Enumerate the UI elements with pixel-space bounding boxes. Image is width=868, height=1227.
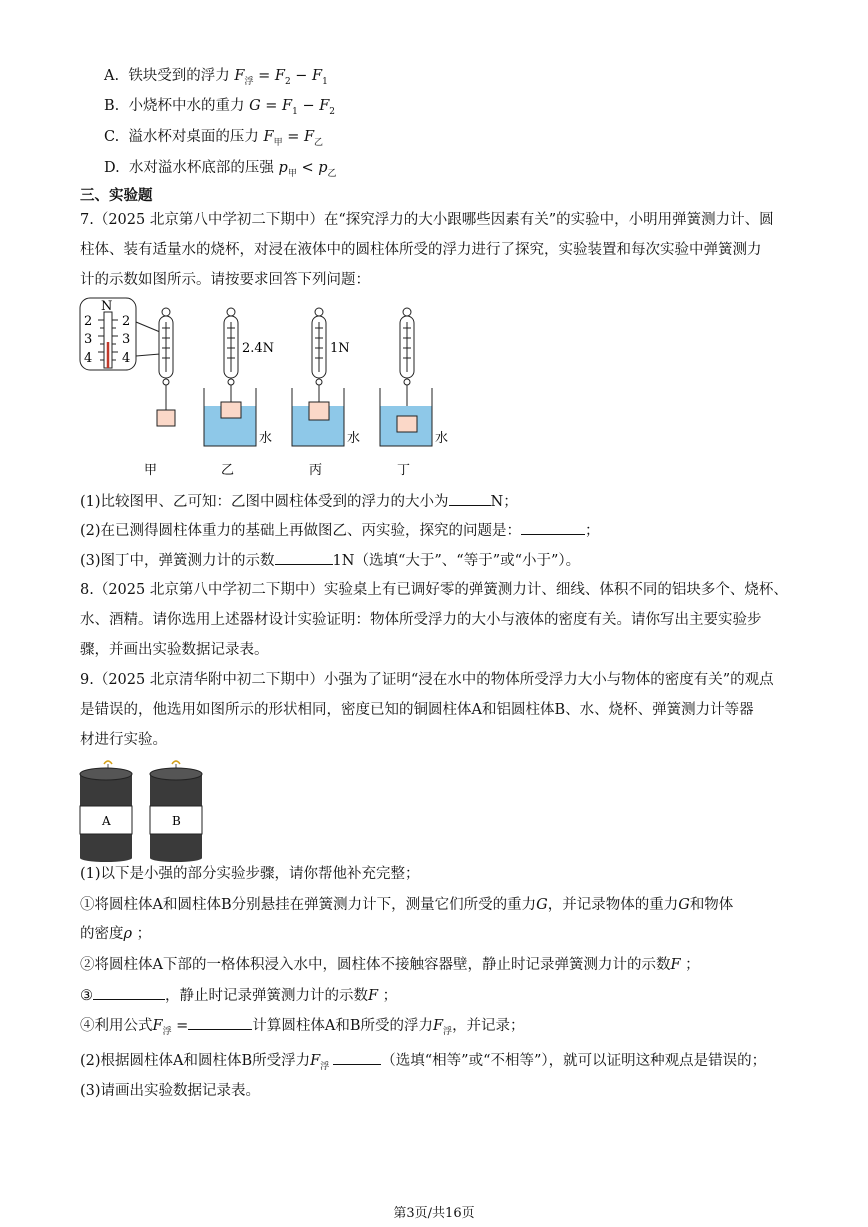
q9-step3: [80, 985, 397, 1006]
q9-step4-sub: 浮: [162, 1026, 172, 1037]
q9-sub2-text: (2)根据圆柱体A和圆柱体B所受浮力: [80, 1053, 311, 1069]
q9-sub2-f: F: [310, 1053, 321, 1069]
caption-ding: 丁: [397, 463, 411, 478]
q9-step1-cont: [80, 924, 151, 944]
option-a-rhs-sub1: 2: [284, 76, 291, 87]
q7-sub3-blank[interactable]: [275, 550, 333, 565]
option-d-sub: 甲: [287, 168, 297, 179]
option-a-formula: F: [234, 68, 245, 84]
cylinder-a-label: A: [102, 814, 111, 828]
q8-line2: 水、酒精。请你选用上述器材设计实验证明：物体所受浮力的大小与液体的密度有关。请你写出主要实验步: [80, 612, 762, 628]
q9-step2-text: ②将圆柱体A下部的一格体积浸入水中，圆柱体不接触容器壁，静止时记录弹簧测力计的示数: [80, 957, 671, 973]
q7-sub1-blank[interactable]: [449, 491, 491, 506]
cylinder-b: [150, 761, 202, 862]
spring-scale-bing: [292, 308, 360, 446]
q7-sub2-text: (2)在已测得圆柱体重力的基础上再做图乙、丙实验，探究的问题是：: [80, 523, 522, 539]
q7-line1: 7.（2025 北京第八中学初二下期中）在“探究浮力的大小跟哪些因素有关”的实验中，小明用弹簧测力计、圆: [80, 212, 774, 228]
option-a-label: A.: [104, 68, 120, 84]
q9-step2-f: F: [670, 957, 681, 973]
q9-step3-blank[interactable]: [93, 985, 165, 1000]
option-b-formula: G: [249, 98, 261, 114]
scale-right-3: 3: [122, 332, 131, 347]
q9-sub1: (1)以下是小强的部分实验步骤，请你帮他补充完整；: [80, 866, 420, 882]
q9-step4-mid: 计算圆柱体A和B所受的浮力: [252, 1018, 433, 1034]
q7-line3: 计的示数如图所示。请按要求回答下列问题：: [80, 272, 370, 288]
scale-unit-label: N: [101, 299, 113, 314]
q9-step4-f: F: [152, 1018, 163, 1034]
option-b-text: 小烧杯中水的重力: [128, 98, 250, 114]
option-c: [104, 127, 323, 153]
option-d-label: D.: [104, 160, 120, 176]
q9-step3-end: ；: [382, 988, 398, 1004]
q9-sub2-blank[interactable]: [333, 1050, 381, 1065]
q9-step2-end: ；: [685, 957, 700, 973]
q7-sub1-tail: N；: [490, 494, 518, 510]
option-c-rhs-sub: 乙: [314, 137, 324, 148]
q9-line2: 是错误的，他选用如图所示的形状相同，密度已知的铜圆柱体A和铝圆柱体B、水、烧杯、弹簧测力计等器: [80, 702, 754, 718]
reading-yi: 2.4N: [242, 341, 275, 356]
caption-yi: 乙: [221, 463, 235, 478]
q9-step1-mid: ，并记录物体的重力: [547, 897, 679, 913]
q7-sub3-text: (3)图丁中，弹簧测力计的示数: [80, 553, 275, 569]
option-b-minus: − F: [297, 98, 330, 114]
q9-step1-rho: ρ: [123, 926, 133, 942]
option-d-formula: p: [278, 160, 288, 176]
scale-left-3: 3: [84, 332, 93, 347]
scale-right-4: 4: [122, 351, 131, 366]
scale-left-2: 2: [84, 314, 93, 329]
q9-step1: [80, 895, 733, 915]
option-a-sub: 浮: [244, 76, 254, 87]
water-label-yi: 水: [259, 431, 273, 446]
q9-step1-density: 的密度: [80, 926, 124, 942]
option-d: [104, 158, 337, 184]
q9-sub2: [80, 1050, 766, 1077]
option-c-formula: F: [263, 129, 274, 145]
scale-left-4: 4: [84, 351, 93, 366]
cylinder-b-label: B: [172, 814, 181, 828]
option-d-rhs-sub: 乙: [327, 168, 337, 179]
q9-step1-g2: G: [678, 897, 690, 913]
q9-step2: [80, 955, 700, 975]
q7-sub2: [80, 520, 600, 541]
caption-bing: 丙: [309, 463, 323, 478]
q9-line3: 材进行实验。: [80, 732, 167, 748]
q9-step1-text: ①将圆柱体A和圆柱体B分别悬挂在弹簧测力计下，测量它们所受的重力: [80, 897, 537, 913]
q9-step4: [80, 1015, 525, 1042]
option-b-rhs-sub1: 1: [292, 106, 298, 117]
q9-line1: 9.（2025 北京清华附中初二下期中）小强为了证明“浸在水中的物体所受浮力大小与物体的密度有关”的观点: [80, 672, 774, 688]
q7-sub3: [80, 550, 580, 571]
caption-jia: 甲: [144, 463, 158, 478]
water-label-ding: 水: [435, 431, 449, 446]
q9-step4-blank[interactable]: [188, 1015, 252, 1030]
spring-scale-yi: [204, 308, 274, 446]
option-a-rhs: = F: [253, 68, 285, 84]
option-b-label: B.: [104, 98, 120, 114]
q7-sub1: [80, 491, 518, 512]
option-b: [104, 96, 335, 122]
q9-step4-sub2: 浮: [443, 1026, 453, 1037]
q7-sub1-text: (1)比较图甲、乙可知：乙图中圆柱体受到的浮力的大小为: [80, 494, 449, 510]
q9-step3-f: F: [368, 988, 379, 1004]
q9-step3-text: ，静止时记录弹簧测力计的示数: [165, 988, 368, 1004]
q9-step1-tail: 和物体: [689, 897, 734, 913]
option-c-rhs: = F: [282, 129, 315, 145]
q7-figure: [76, 292, 476, 484]
option-c-text: 溢水杯对桌面的压力: [128, 129, 264, 145]
q9-step4-end: ，并记录；: [452, 1018, 525, 1034]
q9-step4-f2: F: [432, 1018, 444, 1034]
q9-sub2-tail: （选填“相等”或“不相等”），就可以证明这种观点是错误的；: [381, 1053, 767, 1069]
q7-sub3-tail: 1N（选填“大于”、“等于”或“小于”）。: [332, 553, 581, 569]
option-a-text: 铁块受到的浮力: [128, 68, 235, 84]
q9-sub2-sub: 浮: [320, 1061, 330, 1072]
q9-step3-num: ③: [80, 988, 93, 1004]
scale-right-2: 2: [122, 314, 131, 329]
q8-line1: 8.（2025 北京第八中学初二下期中）实验桌上有已调好零的弹簧测力计、细线、体积不同的铝块多个、烧杯、: [80, 582, 788, 598]
q9-sub3: (3)请画出实验数据记录表。: [80, 1083, 261, 1099]
q9-step4-text: ④利用公式: [80, 1018, 153, 1034]
option-d-rhs: < p: [296, 160, 328, 176]
q9-cylinders-figure: [76, 758, 216, 862]
page-footer: 第3页/共16页: [393, 1206, 475, 1221]
section-heading: 三、实验题: [80, 187, 153, 204]
option-c-label: C.: [104, 129, 120, 145]
option-a-rhs-sub2: 1: [322, 76, 328, 87]
water-label-bing: 水: [347, 431, 361, 446]
option-c-sub: 甲: [273, 137, 283, 148]
q9-step1-end: ；: [136, 926, 152, 942]
spring-scale-ding: [380, 308, 448, 446]
option-b-rhs: = F: [260, 98, 293, 114]
option-a: [104, 66, 328, 92]
q9-step4-eq: =: [171, 1018, 189, 1034]
option-d-text: 水对溢水杯底部的压强: [128, 160, 279, 176]
option-b-rhs-sub2: 2: [329, 106, 336, 117]
q7-line2: 柱体、装有适量水的烧杯，对浸在液体中的圆柱体所受的浮力进行了探究，实验装置和每次实验中弹簧测力: [80, 242, 762, 258]
q9-step1-g: G: [536, 897, 548, 913]
cylinder-a: [80, 761, 132, 862]
reading-bing: 1N: [330, 341, 350, 356]
q7-sub2-blank[interactable]: [521, 520, 585, 535]
q8-line3: 骤，并画出实验数据记录表。: [80, 642, 269, 658]
magnified-scale: [80, 298, 160, 370]
option-a-minus: − F: [290, 68, 323, 84]
spring-scale-jia: [157, 308, 175, 426]
q7-sub2-tail: ；: [585, 523, 600, 539]
